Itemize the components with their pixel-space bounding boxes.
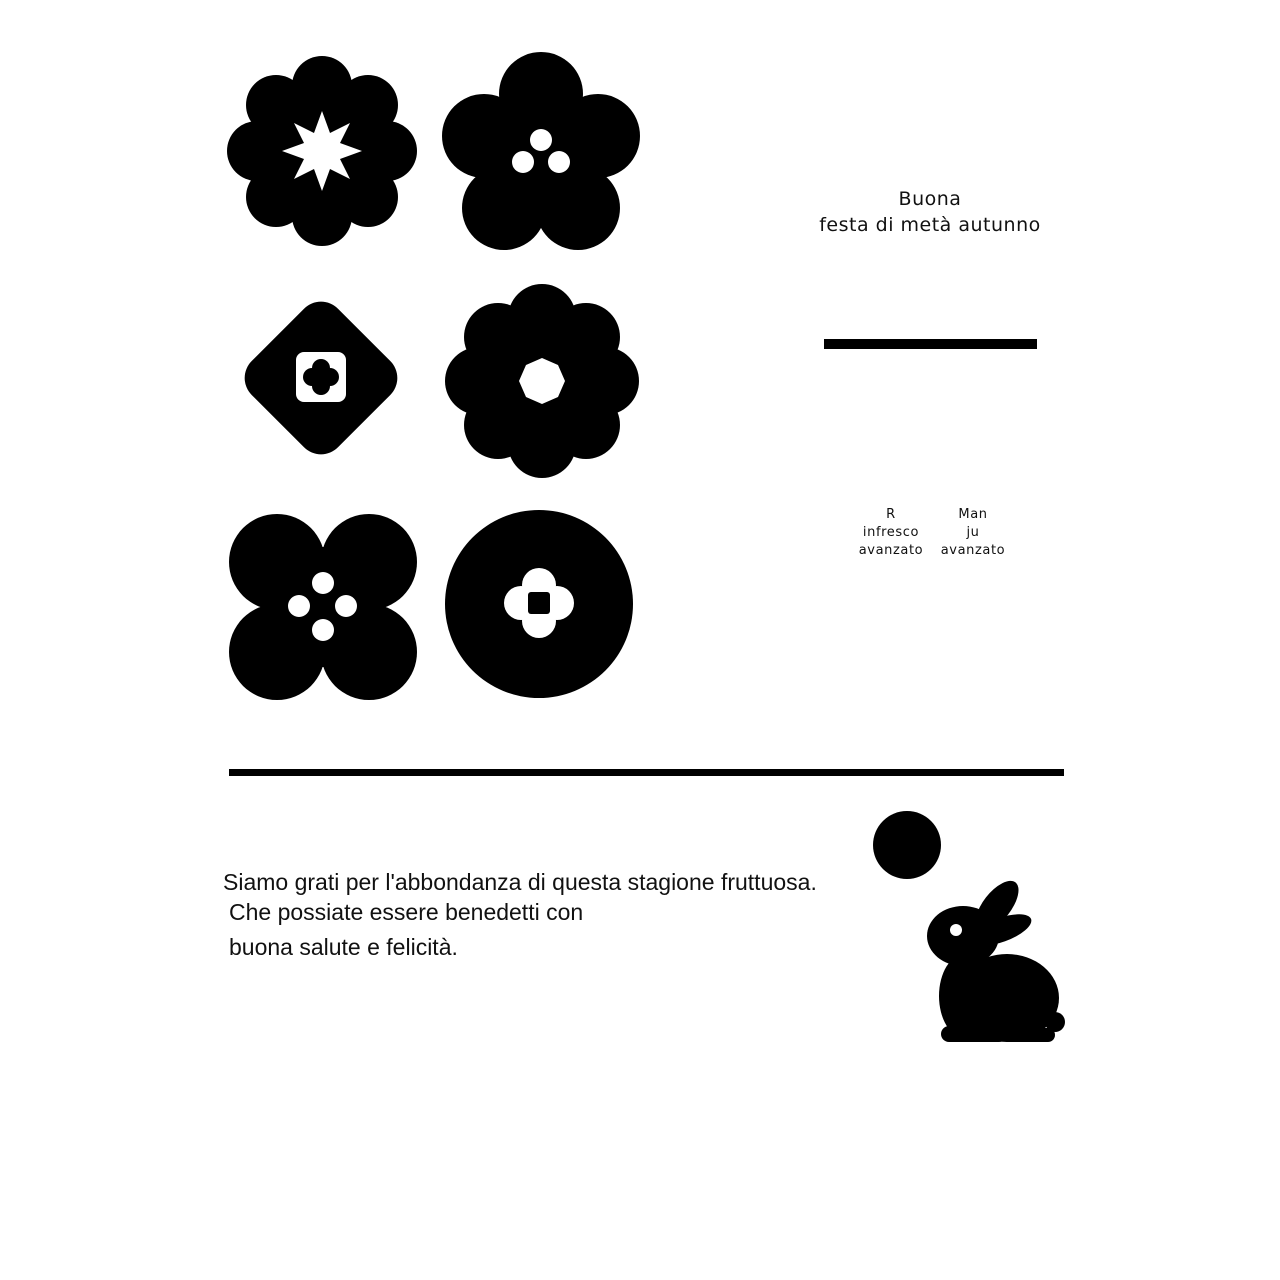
column-left-line-2: infresco [862, 525, 920, 540]
column-left-line-3: avanzato [858, 543, 924, 558]
four-petal-flower-icon [227, 512, 419, 702]
moon-icon [872, 811, 942, 881]
message-line-3: buona salute e felicità. [229, 934, 458, 960]
text-column-left [846, 506, 936, 560]
message-line-2: Che possiate essere benedetti con [229, 899, 584, 925]
column-right-line-1: Man [958, 507, 988, 522]
message-line-1: Siamo grati per l'abbondanza di questa stagione fruttuosa. [223, 869, 817, 895]
greeting-title: Buona festa di metà autunno [819, 188, 1041, 236]
circle-clover-icon [443, 508, 635, 700]
plum-blossom-icon [438, 50, 644, 252]
column-right-line-2: ju [966, 525, 980, 540]
long-divider [229, 769, 1064, 776]
rabbit-icon [925, 878, 1067, 1046]
diamond-clover-icon [218, 276, 424, 480]
flower-star-icon [222, 51, 422, 251]
column-left-line-1: R [886, 507, 896, 522]
column-right-line-3: avanzato [940, 543, 1006, 558]
short-divider [824, 339, 1037, 349]
donut-flower-icon [443, 282, 641, 480]
text-column-right [928, 506, 1018, 560]
